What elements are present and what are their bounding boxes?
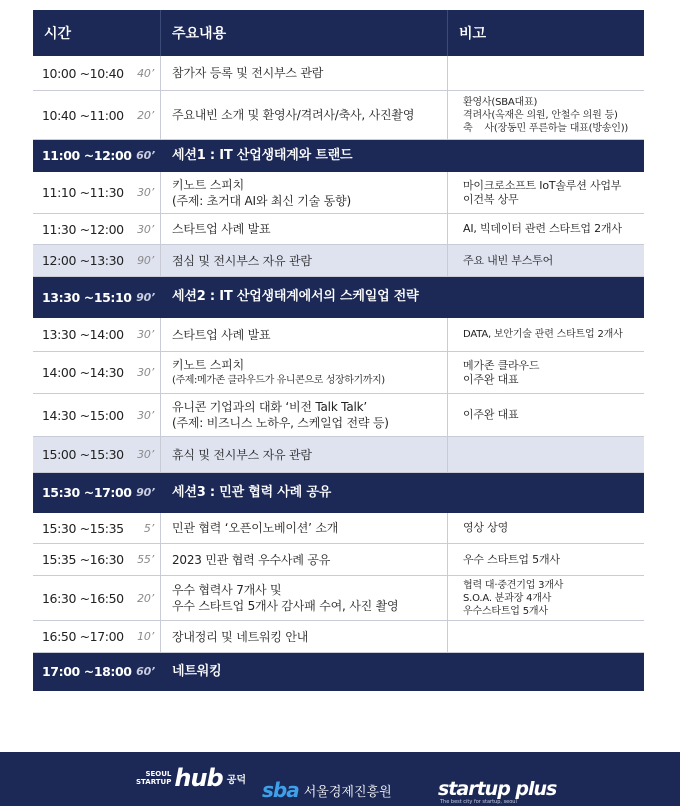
footer-banner — [0, 752, 680, 806]
duration: 60’ — [136, 665, 155, 678]
session-row — [33, 653, 644, 691]
time-range: 15:00 ~15:30 — [42, 447, 124, 462]
content-subtext: (주제: 비즈니스 노하우, 스케일업 전략 등) — [172, 416, 389, 430]
header-content: 주요내용 — [161, 10, 448, 56]
time-range: 11:00 ~12:00 — [42, 148, 132, 163]
note-text: 이건복 상무 — [463, 192, 519, 206]
time-range: 14:00 ~14:30 — [42, 365, 124, 380]
sba-logo-word: sba — [262, 778, 299, 802]
note-text: 축 사(장동민 푸른하늘 대표(방송인)) — [463, 122, 629, 134]
content-text: 우수 협력사 7개사 및 — [172, 583, 282, 597]
table-row — [33, 544, 644, 576]
hub-logo-korean: 공덕 — [226, 774, 247, 786]
duration: 90’ — [136, 290, 155, 304]
time-range: 16:30 ~16:50 — [42, 590, 124, 606]
table-row — [33, 352, 644, 394]
schedule-table — [33, 10, 644, 691]
content-text: 휴식 및 전시부스 자유 관람 — [172, 447, 312, 462]
table-row — [33, 437, 644, 473]
content-text: 참가자 등록 및 전시부스 관람 — [172, 66, 324, 80]
time-range: 16:50 ~17:00 — [42, 629, 124, 644]
session-title: 세션1 : IT 산업생태계와 트랜드 — [172, 147, 353, 163]
hub-logo-line1: SEOUL — [145, 770, 172, 778]
content-text: 점심 및 전시부스 자유 관람 — [172, 253, 312, 268]
time-range: 11:10 ~11:30 — [42, 185, 124, 200]
time-range: 13:30 ~14:00 — [42, 327, 124, 342]
note-text: 이주완 대표 — [463, 372, 519, 386]
table-row — [33, 318, 644, 352]
note-text: 주요 내빈 부스투어 — [463, 253, 554, 267]
table-row — [33, 621, 644, 653]
time-range: 13:30 ~15:10 — [42, 289, 132, 305]
startup-plus-word: startup plus — [438, 778, 557, 800]
content-subtext: (주제: 초거대 AI와 최신 기술 동향) — [172, 193, 351, 208]
session-row — [33, 473, 644, 513]
note-text: 이주완 대표 — [463, 408, 519, 421]
sba-logo-korean: 서울경제진흥원 — [303, 784, 392, 800]
time-range: 10:40 ~11:00 — [42, 107, 124, 123]
seoul-startup-hub-logo — [136, 764, 246, 792]
content-text: 스타트업 사례 발표 — [172, 327, 271, 342]
duration: 30’ — [137, 222, 154, 236]
header-time: 시간 — [33, 10, 161, 56]
time-range: 11:30 ~12:00 — [42, 221, 124, 237]
table-row — [33, 245, 644, 277]
note-text: 협력 대·중견기업 3개사 — [463, 579, 564, 591]
duration: 90’ — [137, 254, 154, 267]
hub-logo-word: hub — [174, 764, 223, 792]
note-text: 메가존 클라우드 — [463, 358, 540, 372]
note-text: 영상 상영 — [463, 521, 509, 534]
table-row — [33, 56, 644, 91]
sba-logo — [262, 778, 392, 802]
table-row — [33, 394, 644, 437]
header-note: 비고 — [459, 26, 487, 42]
duration: 30’ — [137, 408, 154, 422]
content-text: 유니콘 기업과의 대화 ‘비전 Talk Talk’ — [172, 400, 367, 414]
time-range: 15:30 ~17:00 — [42, 485, 132, 500]
time-range: 15:30 ~15:35 — [42, 520, 124, 536]
note-text: AI, 빅데이터 관련 스타트업 2개사 — [463, 222, 622, 235]
time-range: 10:00 ~10:40 — [42, 65, 124, 81]
content-subtext: (주제:메가존 클라우드가 유니콘으로 성장하기까지) — [172, 374, 385, 386]
table-row — [33, 214, 644, 245]
content-text: 주요내빈 소개 및 환영사/격려사/축사, 사진촬영 — [172, 108, 415, 122]
duration: 30’ — [137, 366, 154, 379]
note-text: 우수스타트업 5개사 — [463, 605, 548, 617]
note-text: 마이크로소프트 IoT솔루션 사업부 — [463, 178, 622, 192]
hub-logo-line2: STARTUP — [136, 778, 172, 786]
note-text: 우수 스타트업 5개사 — [463, 552, 560, 566]
note-text: 격려사(옥재은 의원, 안철수 의원 등) — [463, 109, 618, 121]
duration: 5’ — [143, 521, 154, 535]
content-text: 2023 민관 협력 우수사례 공유 — [172, 552, 331, 567]
session-row — [33, 277, 644, 318]
content-text: 스타트업 사례 발표 — [172, 222, 271, 236]
table-row — [33, 91, 644, 140]
content-text: 키노트 스피치 — [172, 177, 244, 192]
session-row — [33, 140, 644, 172]
startup-plus-logo — [438, 778, 557, 805]
duration: 40’ — [137, 66, 154, 80]
duration: 20’ — [137, 108, 154, 122]
startup-plus-tagline: The best city for startup, seoul — [440, 799, 517, 805]
note-text: 환영사(SBA대표) — [463, 96, 538, 108]
session-title: 네트워킹 — [172, 663, 222, 679]
content-text: 우수 스타트업 5개사 감사패 수여, 사진 촬영 — [172, 599, 399, 613]
duration: 90’ — [136, 486, 155, 499]
time-range: 17:00 ~18:00 — [42, 664, 132, 679]
table-row — [33, 576, 644, 621]
duration: 30’ — [137, 448, 154, 461]
duration: 55’ — [137, 553, 154, 566]
duration: 60’ — [136, 149, 155, 162]
time-range: 15:35 ~16:30 — [42, 552, 124, 567]
session-title: 세션3 : 민관 협력 사례 공유 — [172, 484, 332, 500]
content-text: 키노트 스피치 — [172, 357, 244, 372]
content-text: 장내정리 및 네트워킹 안내 — [172, 629, 309, 644]
table-row — [33, 172, 644, 214]
duration: 20’ — [137, 591, 154, 605]
duration: 10’ — [137, 630, 154, 643]
time-range: 14:30 ~15:00 — [42, 407, 124, 423]
content-text: 민관 협력 ‘오픈이노베이션’ 소개 — [172, 521, 339, 535]
note-text: S.O.A. 분과장 4개사 — [463, 592, 552, 604]
table-header — [33, 10, 644, 56]
session-title: 세션2 : IT 산업생태계에서의 스케일업 전략 — [172, 289, 419, 304]
time-range: 12:00 ~13:30 — [42, 253, 124, 268]
duration: 30’ — [137, 328, 154, 341]
table-row — [33, 513, 644, 544]
note-text: DATA, 보안기술 관련 스타트업 2개사 — [463, 329, 623, 340]
duration: 30’ — [137, 186, 154, 199]
